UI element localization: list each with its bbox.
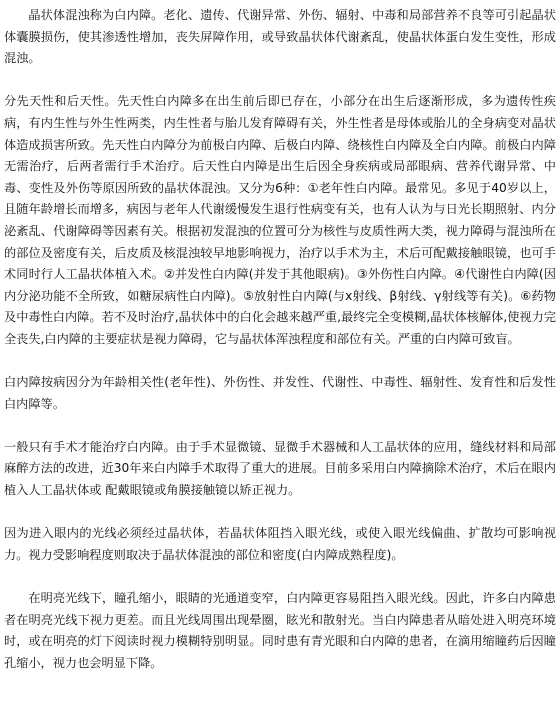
paragraph-vision-impact: 因为进入眼内的光线必须经过晶状体，若晶状体阻挡入眼光线，或使入眼光线偏曲、扩散均可影响视力。视力受影响程度则取决于晶状体混浊的部位和密度(白内障成熟程度)。 xyxy=(4,526,556,562)
paragraph-bright-light: 在明亮光线下，瞳孔缩小，眼睛的光通道变窄，白内障更容易阻挡入眼光线。因此，许多白内障患者在明亮光线下视力更差。而且光线周围出现晕圈，眩光和散射光。当白内障患者从暗处进入明亮环境时，或在明亮的灯下阅读时视力模糊特别明显。同时患有青光眼和白内障的患者，在滴用缩瞳药后因瞳孔缩小，视力也会明显下降。 xyxy=(4,591,556,670)
paragraph-treatment: 一般只有手术才能治疗白内障。由于手术显微镜、显微手术器械和人工晶状体的应用，缝线材料和局部麻醉方法的改进，近30年来白内障手术取得了重大的进展。目前多采用白内障摘除术治疗，术后在眼内植入人工晶状体或 配戴眼镜或角膜接触镜以矫正视力。 xyxy=(4,439,556,498)
paragraph-classification: 分先天性和后天性。先天性白内障多在出生前后即已存在，小部分在出生后逐渐形成，多为遗传性疾病，有内生性与外生性两类，内生性者与胎儿发育障碍有关，外生性者是母体或胎儿的全身病变对晶状体造成损害所致。先天性白内障分为前极白内障、后极白内障、绕核性白内障及全白内障。前极白内障无需治疗，后两者需行手术治疗。后天性白内障是出生后因全身疾病或局部眼病、营养代谢异常、中毒、变性及外伤等原因所致的晶状体混浊。又分为6种：①老年性白内障。最常见。多见于40岁以上，且随年龄增长而增多，病因与老年人代谢缓慢发生退行性病变有关，也有人认为与日光长期照射、内分泌紊乱、代谢障碍等因素有关。根据初发混浊的位置可分为核性与皮质性两大类，视力障碍与混浊所在的部位及密度有关，后皮质及核混浊较早地影响视力，治疗以手术为主，术后可配戴接触眼镜，也可手术同时行人工晶状体植入术。②并发性白内障(并发于其他眼病)。③外伤性白内障。④代谢性白内障(因内分泌功能不全所致，如糖尿病性白内障)。⑤放射性白内障(与x射线、β射线、γ射线等有关)。⑥药物及中毒性白内障。若不及时治疗,晶状体中的白化会越来越严重,最终完全变模糊,晶状体核解体,使视力完全丧失,白内障的主要症状是视力障碍，它与晶状体浑浊程度和部位有关。严重的白内障可致盲。 xyxy=(4,94,556,346)
paragraph-definition: 晶状体混浊称为白内障。老化、遗传、代谢异常、外伤、辐射、中毒和局部营养不良等可引起晶状体囊膜损伤，使其渗透性增加，丧失屏障作用，或导致晶状体代谢紊乱，使晶状体蛋白发生变性，形成混浊。 xyxy=(4,8,556,66)
paragraph-etiology-types: 白内障按病因分为年龄相关性(老年性)、外伤性、并发性、代谢性、中毒性、辐射性、发育性和后发性白内障等。 xyxy=(4,375,556,411)
